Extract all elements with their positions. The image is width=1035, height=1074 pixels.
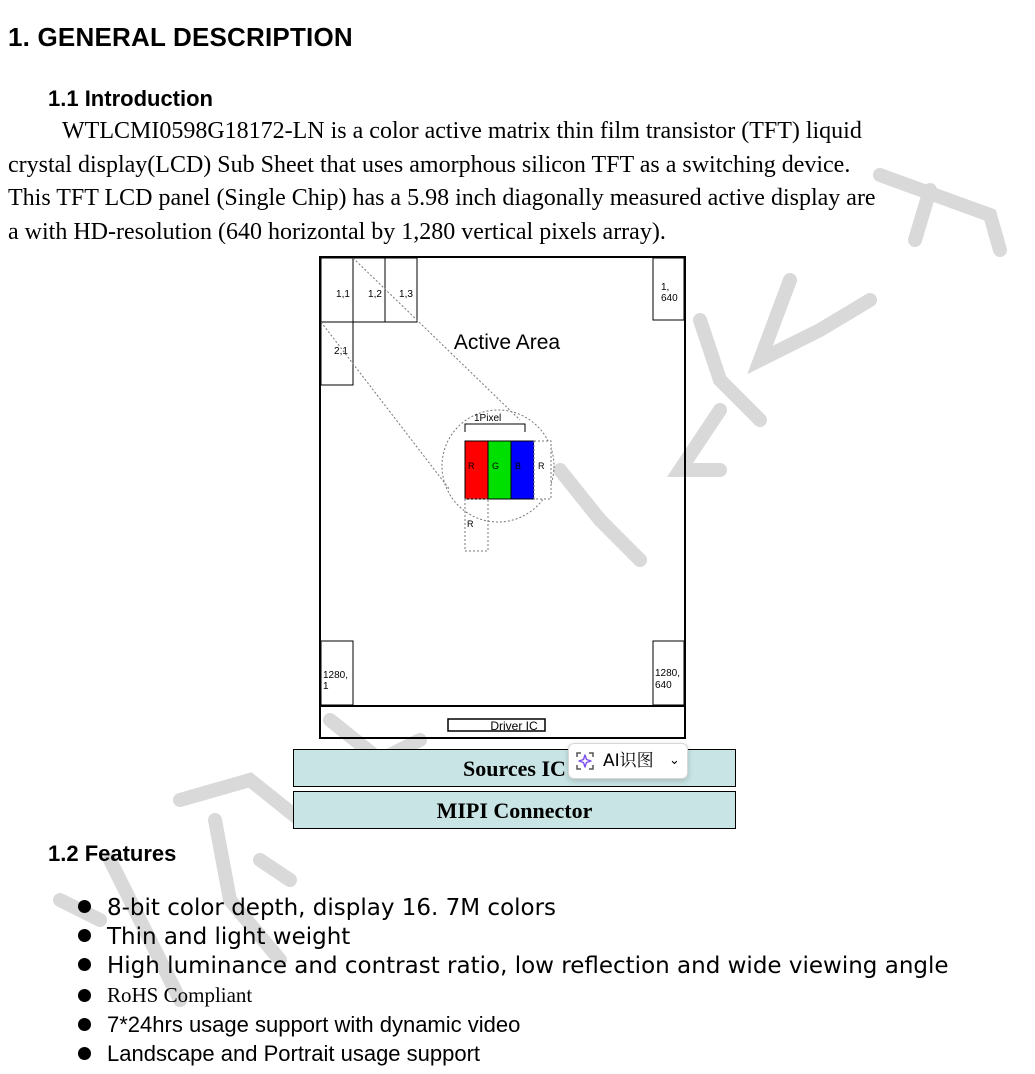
ai-sparkle-icon [575,751,595,771]
pixel-label-2-1: 2,1 [334,346,348,357]
subpixel-label-g: G [492,461,500,471]
feature-item: Landscape and Portrait usage support [78,1039,949,1068]
mipi-connector-box [293,791,736,829]
pixel-label-1-1: 1,1 [336,289,350,300]
subpixel-below-label: R [467,519,474,529]
bullet-icon [78,958,91,971]
pixel-label-1280-640-b: 640 [655,680,672,691]
intro-line-2: crystal display(LCD) Sub Sheet that uses amorphous silicon TFT as a switching device. [8,151,851,178]
bullet-icon [78,900,91,913]
feature-item: Thin and light weight [78,923,949,952]
pixel-label-1-3: 1,3 [399,289,413,300]
intro-line-1: WTLCMI0598G18172-LN is a color active matrix thin film transistor (TFT) liquid [62,118,862,144]
ai-popup-label: AI识图 [603,751,654,771]
subpixel-label-r: R [468,461,475,471]
active-area-label: Active Area [453,331,561,354]
pixel-label-1280-1-a: 1280, [323,670,349,681]
pixel-label-1280-1-b: 1 [323,681,329,692]
chevron-down-icon[interactable]: ⌄ [669,753,680,768]
intro-line-3: This TFT LCD panel (Single Chip) has a 5.98 inch diagonally measured active display are [8,185,876,211]
sources-ic-label: Sources IC [463,756,566,781]
feature-item: RoHS Compliant [78,981,949,1010]
features-list [78,894,949,1068]
zoom-line-2 [321,322,450,490]
bullet-icon [78,1047,91,1060]
features-heading: 1.2 Features [48,841,177,866]
section-title: 1. GENERAL DESCRIPTION [8,22,353,52]
pixel-label-1-2: 1,2 [368,289,382,300]
bullet-icon [78,929,91,942]
subpixel-label-r2: R [538,461,545,471]
bullet-icon [78,1018,91,1031]
driver-ic-label: Driver IC [490,719,538,733]
mipi-connector-label: MIPI Connector [436,798,593,823]
feature-item: High luminance and contrast ratio, low reflection and wide viewing angle [78,952,949,981]
pixel-label-1-640-a: 1, [661,282,670,293]
feature-item: 7*24hrs usage support with dynamic video [78,1010,949,1039]
ai-image-recognition-button[interactable] [568,743,688,779]
subpixel-label-b: B [515,461,522,471]
introduction-heading: 1.1 Introduction [48,86,213,111]
pixel-bracket [465,424,525,432]
intro-line-4: a with HD-resolution (640 horizontal by 1,280 vertical pixels array). [8,218,666,245]
pixel-label-1280-640-a: 1280, [655,668,681,679]
pixel-label-1-640-b: 640 [661,293,678,304]
bullet-icon [78,989,91,1002]
feature-item: 8-bit color depth, display 16. 7M colors [78,894,949,923]
pixel-caption: 1Pixel [474,413,502,424]
